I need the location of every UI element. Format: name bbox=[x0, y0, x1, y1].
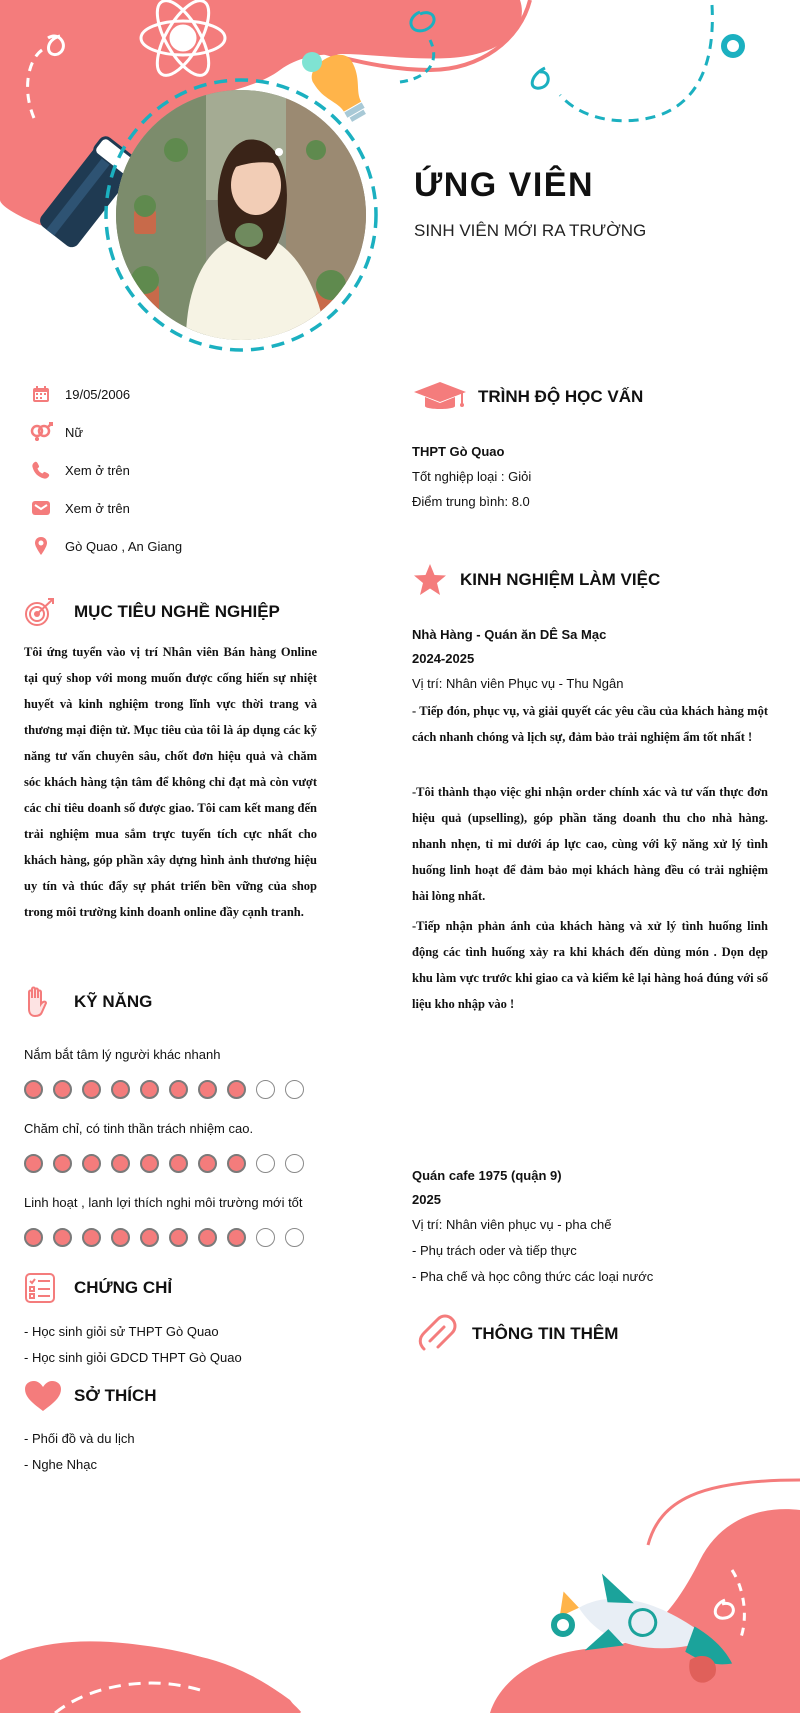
rating-dot-filled bbox=[53, 1080, 72, 1099]
skill-rating bbox=[24, 1154, 314, 1173]
rating-dot-filled bbox=[24, 1080, 43, 1099]
job2-duty: - Pha chế và học công thức các loại nước bbox=[412, 1269, 654, 1284]
email-value: Xem ở trên bbox=[65, 500, 130, 516]
job2-company: Quán cafe 1975 (quận 9) bbox=[412, 1168, 562, 1183]
rating-dot-filled bbox=[82, 1228, 101, 1247]
skill-rating bbox=[24, 1080, 314, 1099]
hobby-item: - Phối đồ và du lịch bbox=[24, 1431, 135, 1446]
rating-dot-empty bbox=[285, 1228, 304, 1247]
objective-heading: MỤC TIÊU NGHỀ NGHIỆP bbox=[74, 602, 280, 621]
skill-label: Chăm chỉ, có tinh thần trách nhiệm cao. bbox=[24, 1121, 254, 1136]
contact-dob bbox=[28, 383, 130, 405]
target-icon bbox=[24, 596, 56, 628]
bottom-right-arc bbox=[648, 1480, 800, 1545]
rating-dot-filled bbox=[111, 1228, 130, 1247]
rating-dot-empty bbox=[256, 1080, 275, 1099]
rocket-flame bbox=[689, 1656, 716, 1683]
experience-header bbox=[412, 563, 660, 597]
star-icon bbox=[412, 563, 448, 597]
rating-dot-filled bbox=[227, 1228, 246, 1247]
rating-dot-empty bbox=[285, 1154, 304, 1173]
rating-dot-filled bbox=[24, 1228, 43, 1247]
rating-dot-filled bbox=[227, 1080, 246, 1099]
rating-dot-filled bbox=[53, 1228, 72, 1247]
rating-dot-filled bbox=[198, 1228, 217, 1247]
objective-header bbox=[24, 596, 280, 628]
rating-dot-empty bbox=[256, 1154, 275, 1173]
graduation-cap-icon bbox=[412, 380, 468, 414]
job1-position: Vị trí: Nhân viên Phục vụ - Thu Ngân bbox=[412, 676, 624, 691]
email-icon bbox=[28, 497, 54, 519]
hobbies-heading: SỞ THÍCH bbox=[74, 1386, 157, 1405]
rating-dot-filled bbox=[82, 1154, 101, 1173]
rating-dot-filled bbox=[24, 1154, 43, 1173]
rating-dot-filled bbox=[140, 1154, 159, 1173]
rocket-icon bbox=[547, 1563, 746, 1699]
mint-dot bbox=[302, 52, 322, 72]
job1-company: Nhà Hàng - Quán ăn DÊ Sa Mạc bbox=[412, 627, 607, 642]
education-rank: Tốt nghiệp loại : Giỏi bbox=[412, 469, 532, 484]
rating-dot-filled bbox=[140, 1228, 159, 1247]
skill-label: Linh hoạt , lanh lợi thích nghi môi trường mới tốt bbox=[24, 1195, 303, 1210]
job2-position: Vị trí: Nhân viên phục vụ - pha chế bbox=[412, 1217, 612, 1232]
calendar-icon bbox=[28, 383, 54, 405]
rating-dot-filled bbox=[198, 1080, 217, 1099]
rating-dot-empty bbox=[285, 1080, 304, 1099]
job2-period: 2025 bbox=[412, 1192, 441, 1207]
education-header bbox=[412, 380, 643, 414]
checklist-icon bbox=[24, 1272, 56, 1304]
page-subtitle: SINH VIÊN MỚI RA TRƯỜNG bbox=[414, 221, 647, 240]
objective-text: Tôi ứng tuyển vào vị trí Nhân viên Bán hàng Online tại quý shop với mong muốn được cống hiến sự nhiệt huyết và kinh nghiệm trong lĩnh vực thời trang và thương mại điện tử. Mục tiêu của tôi là áp dụng các kỹ năng tư vấn chuyên sâu, chốt đơn hiệu quả và chăm sóc khách hàng tận tâm để không chỉ đạt mà còn vượt các chỉ tiêu doanh số được giao. Tôi cam kết mang đến trải nghiệm mua sắm trực tuyến tích cực nhất cho khách hàng, góp phần xây dựng hình ảnh thương hiệu uy tín và thúc đẩy sự phát triển bền vững của shop trong môi trường kinh doanh online đầy cạnh tranh. bbox=[24, 645, 317, 919]
location-pin-icon bbox=[28, 535, 54, 557]
experience-heading: KINH NGHIỆM LÀM VIỆC bbox=[460, 570, 661, 589]
skills-header bbox=[24, 986, 152, 1018]
education-school: THPT Gò Quao bbox=[412, 444, 505, 459]
certificate-item: - Học sinh giỏi GDCD THPT Gò Quao bbox=[24, 1350, 242, 1365]
address-value: Gò Quao , An Giang bbox=[65, 538, 183, 554]
rating-dot-filled bbox=[169, 1228, 188, 1247]
heart-icon bbox=[24, 1380, 62, 1412]
contact-phone bbox=[28, 459, 130, 481]
contact-address bbox=[28, 535, 182, 557]
bottom-left-line bbox=[180, 1655, 300, 1713]
more-info-header bbox=[416, 1313, 618, 1355]
job1-description-2: -Tôi thành thạo việc ghi nhận order chính xác và tư vấn thực đơn hiệu quả (upselling), góp phần tăng doanh thu cho nhà hàng. nhanh nhẹn, tỉ mỉ dưới áp lực cao, cùng với kỹ năng xử lý tình huống linh hoạt để đảm bảo mọi khách hàng đều có trải nghiệm hài lòng nhất. bbox=[412, 785, 768, 903]
job2-duty: - Phụ trách oder và tiếp thực bbox=[412, 1243, 577, 1258]
phone-icon bbox=[28, 459, 54, 481]
rating-dot-filled bbox=[227, 1154, 246, 1173]
skills-heading: KỸ NĂNG bbox=[74, 992, 153, 1011]
education-gpa: Điểm trung bình: 8.0 bbox=[412, 494, 530, 509]
dob-value: 19/05/2006 bbox=[65, 386, 131, 402]
rating-dot-filled bbox=[198, 1154, 217, 1173]
teal-ring bbox=[554, 1616, 572, 1634]
rating-dot-filled bbox=[169, 1080, 188, 1099]
more-info-heading: THÔNG TIN THÊM bbox=[472, 1324, 619, 1343]
rating-dot-filled bbox=[82, 1080, 101, 1099]
certificates-header bbox=[24, 1272, 172, 1304]
rating-dot-filled bbox=[53, 1154, 72, 1173]
gender-value: Nữ bbox=[65, 424, 84, 440]
certificates-heading: CHỨNG CHỈ bbox=[74, 1278, 173, 1297]
bottom-right-loop bbox=[715, 1600, 733, 1618]
job1-description-3: -Tiếp nhận phản ánh của khách hàng và xử lý tình huống linh động các tình huống xảy ra khi khách đến dùng món . Dọn dẹp khu làm vực trước khi giao ca và kiểm kê lại hàng hoá đúng với số liệu kho nhập vào ! bbox=[412, 919, 768, 1011]
rating-dot-empty bbox=[256, 1228, 275, 1247]
phone-value: Xem ở trên bbox=[65, 462, 130, 478]
job1-period: 2024-2025 bbox=[412, 651, 475, 666]
gender-icon bbox=[28, 421, 54, 443]
rating-dot-filled bbox=[111, 1080, 130, 1099]
job1-description-1: - Tiếp đón, phục vụ, và giải quyết các yêu cầu của khách hàng một cách nhanh chóng và lịch sự, đảm bảo trải nghiệm ẩm tốt nhất ! bbox=[412, 704, 768, 744]
hobbies-header bbox=[24, 1380, 157, 1412]
bottom-right-dashed bbox=[732, 1570, 744, 1640]
certificate-item: - Học sinh giỏi sử THPT Gò Quao bbox=[24, 1324, 219, 1339]
page-title: ỨNG VIÊN bbox=[414, 166, 595, 204]
hobby-item: - Nghe Nhạc bbox=[24, 1457, 97, 1472]
bottom-left-blob bbox=[0, 1641, 300, 1713]
contact-email bbox=[28, 497, 130, 519]
profile-photo bbox=[116, 90, 366, 340]
raised-hand-icon bbox=[24, 986, 50, 1018]
bottom-right-blob bbox=[490, 1509, 800, 1713]
paperclip-icon bbox=[416, 1313, 458, 1355]
rating-dot-filled bbox=[169, 1154, 188, 1173]
rating-dot-filled bbox=[111, 1154, 130, 1173]
bottom-left-dashed bbox=[55, 1683, 200, 1713]
skill-rating bbox=[24, 1228, 314, 1247]
education-heading: TRÌNH ĐỘ HỌC VẤN bbox=[478, 387, 644, 406]
skill-label: Nắm bắt tâm lý người khác nhanh bbox=[24, 1047, 221, 1062]
contact-gender bbox=[28, 421, 83, 443]
rating-dot-filled bbox=[140, 1080, 159, 1099]
